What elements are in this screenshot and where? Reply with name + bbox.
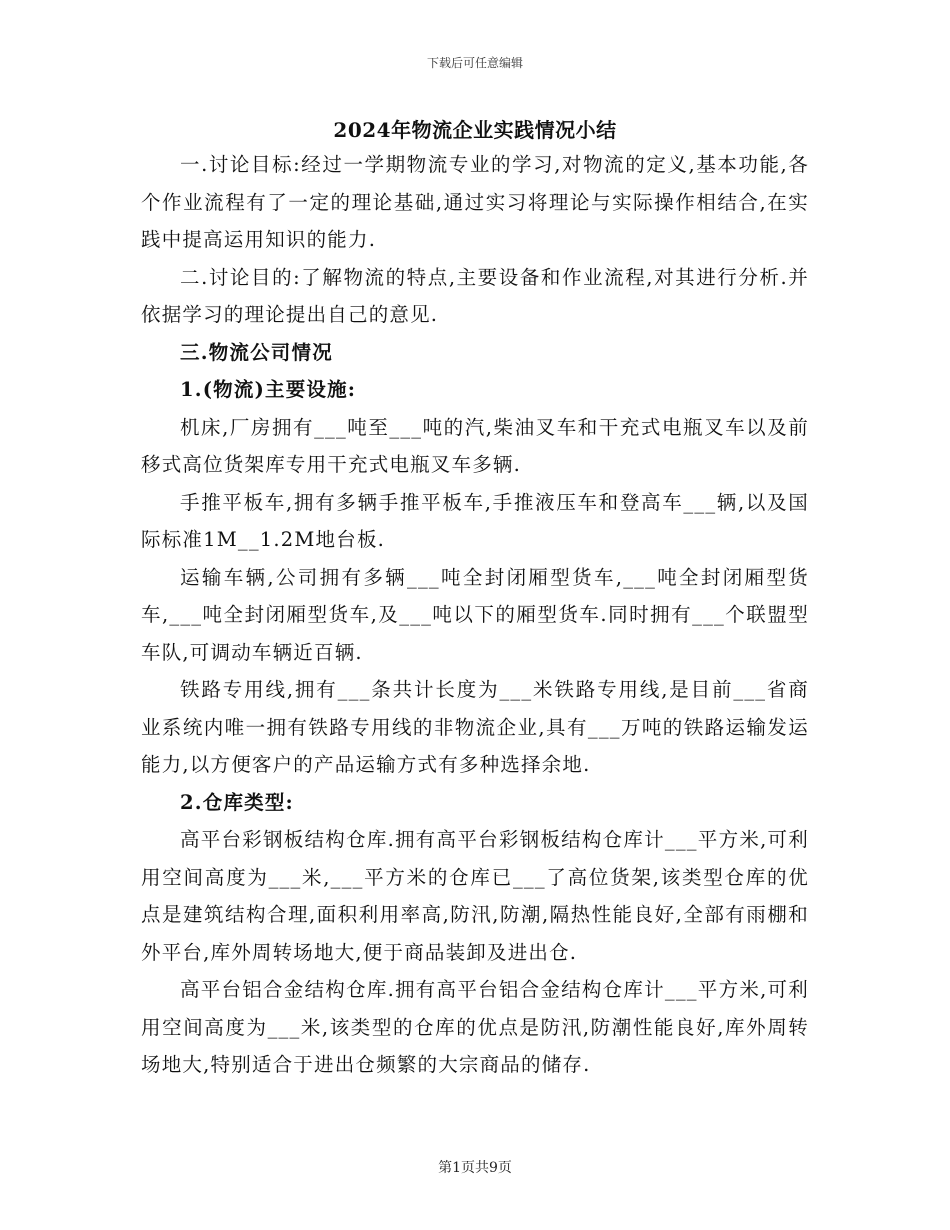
header-note: 下载后可任意编辑 — [426, 56, 523, 70]
section-heading-company: 三.物流公司情况 — [180, 340, 333, 364]
subheading-warehouse-types: 2.仓库类型: — [180, 790, 294, 814]
paragraph-forklifts: 机床,厂房拥有___吨至___吨的汽,柴油叉车和干充式电瓶叉车以及前移式高位货架库专用干充式电瓶叉车多辆. — [141, 415, 809, 476]
paragraph-steel-warehouse: 高平台彩钢板结构仓库.拥有高平台彩钢板结构仓库计___平方米,可利用空间高度为___米,___平方米的仓库已___了高位货架,该类型仓库的优点是建筑结构合理,面积利用率高,防汛,防潮,隔热性能良好,全部有雨棚和外平台,库外周转场地大,便于商品装卸及进出仓. — [141, 828, 809, 964]
document-title: 2024年物流企业实践情况小结 — [333, 118, 617, 142]
paragraph-research-goal: 一.讨论目标:经过一学期物流专业的学习,对物流的定义,基本功能,各个作业流程有了一定的理论基础,通过实习将理论与实际操作相结合,在实践中提高运用知识的能力. — [141, 153, 809, 251]
page-number: 第1页共9页 — [438, 1160, 512, 1176]
document-body — [141, 146, 809, 1084]
paragraph-railway: 铁路专用线,拥有___条共计长度为___米铁路专用线,是目前___省商业系统内唯一拥有铁路专用线的非物流企业,具有___万吨的铁路运输发运能力,以方便客户的产品运输方式有多种选择余地. — [141, 678, 809, 776]
paragraph-vehicles: 运输车辆,公司拥有多辆___吨全封闭厢型货车,___吨全封闭厢型货车,___吨全封闭厢型货车,及___吨以下的厢型货车.同时拥有___个联盟型车队,可调动车辆近百辆. — [141, 565, 809, 664]
subheading-facilities: 1.(物流)主要设施: — [180, 378, 357, 401]
paragraph-research-purpose: 二.讨论目的:了解物流的特点,主要设备和作业流程,对其进行分析.并依据学习的理论提出自己的意见. — [141, 265, 809, 326]
paragraph-hand-carts: 手推平板车,拥有多辆手推平板车,手推液压车和登高车___辆,以及国际标准1M__1.2M地台板. — [141, 490, 809, 551]
paragraph-aluminum-warehouse: 高平台铝合金结构仓库.拥有高平台铝合金结构仓库计___平方米,可利用空间高度为___米,该类型的仓库的优点是防汛,防潮性能良好,库外周转场地大,特别适合于进出仓频繁的大宗商品的储存. — [141, 978, 809, 1076]
